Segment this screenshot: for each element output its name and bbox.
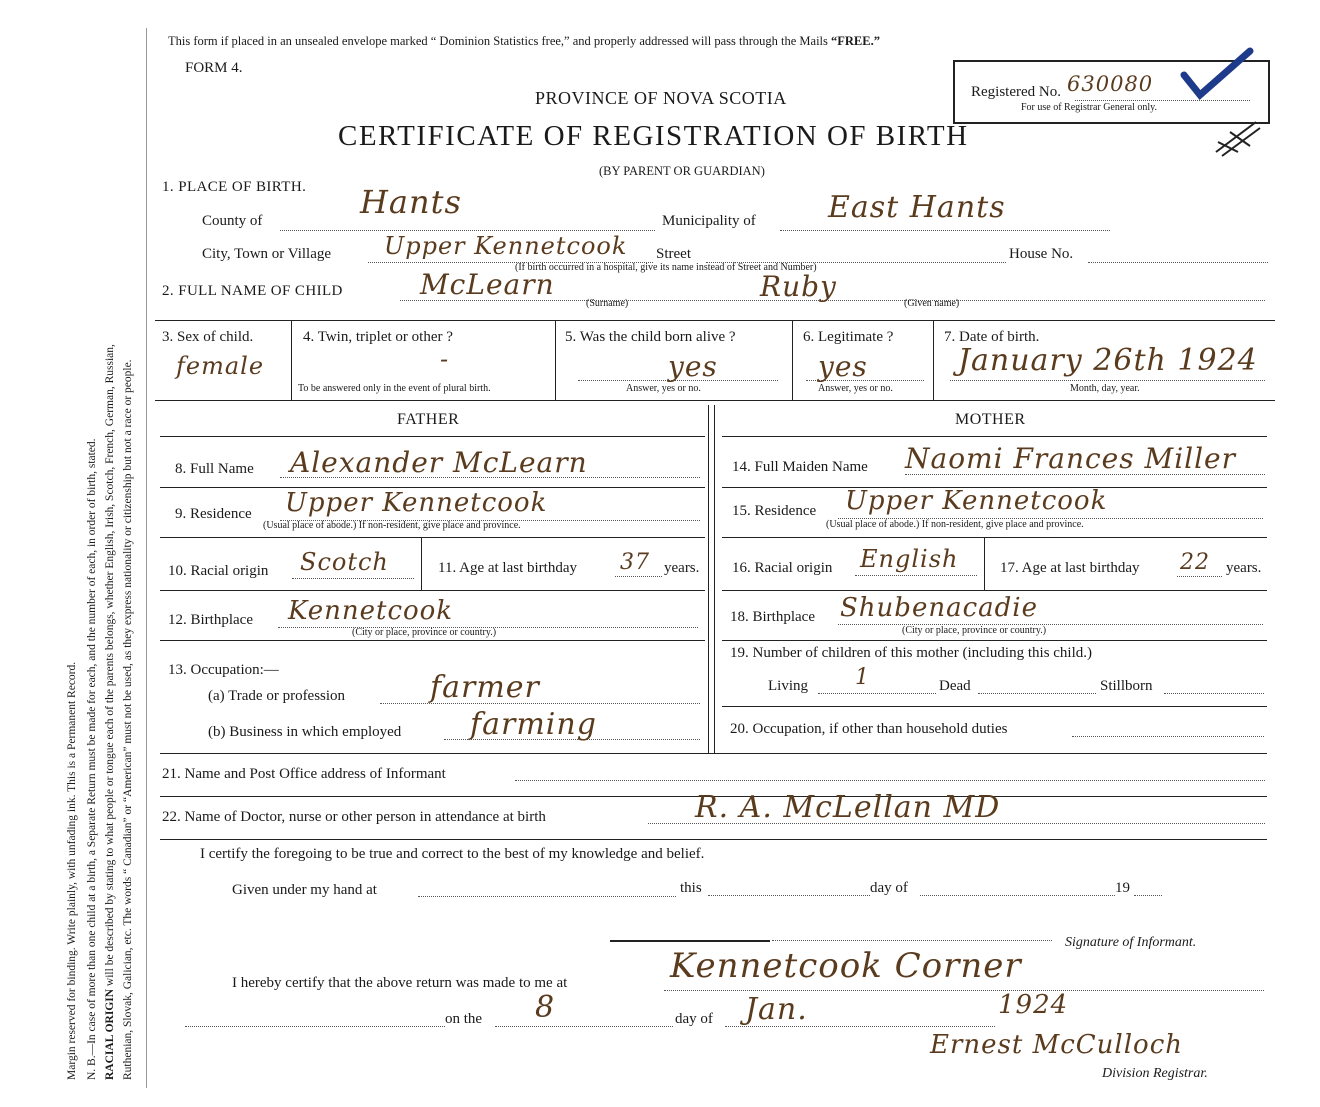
city-label: City, Town or Village bbox=[202, 246, 332, 262]
margin-note-nationality: Ruthenian, Slovak, Galician, etc. The words “ Canadian” or “American” must not be used, as they express nationality or citizenship but not a race or people. bbox=[122, 359, 134, 1080]
mother-age-unit: years. bbox=[1226, 560, 1262, 576]
born-alive-label: 5. Was the child born alive ? bbox=[565, 329, 736, 345]
mother-name-value: Naomi Frances Miller bbox=[905, 442, 1237, 475]
twin-value: - bbox=[440, 345, 450, 373]
father-rule-5 bbox=[160, 640, 705, 641]
mother-birthplace-label: 18. Birthplace bbox=[730, 609, 815, 625]
father-birthplace-note: (City or place, province or country.) bbox=[352, 627, 497, 638]
mother-race-value: English bbox=[860, 545, 959, 573]
on-the-label: on the bbox=[445, 1011, 483, 1027]
stamp-mark-icon bbox=[1210, 112, 1265, 162]
business-value: farming bbox=[470, 707, 597, 742]
certificate-subtitle: (BY PARENT OR GUARDIAN) bbox=[599, 164, 765, 178]
mother-rule-4 bbox=[722, 590, 1267, 591]
date-of-birth-value: January 26th 1924 bbox=[958, 343, 1258, 378]
mother-residence-value: Upper Kennetcook bbox=[845, 486, 1108, 516]
racial-origin-heading: RACIAL ORIGIN bbox=[104, 988, 116, 1080]
father-age-value: 37 bbox=[620, 550, 650, 575]
center-rule-left bbox=[708, 405, 709, 753]
row3-divider-4 bbox=[933, 320, 934, 400]
registration-year-value: 1924 bbox=[998, 990, 1069, 1020]
child-given-name: Ruby bbox=[760, 270, 837, 303]
hospital-note: (If birth occurred in a hospital, give its name instead of Street and Number) bbox=[515, 262, 817, 273]
day-of-label: day of bbox=[870, 880, 908, 896]
father-heading: FATHER bbox=[397, 411, 460, 428]
mother-birthplace-value: Shubenacadie bbox=[840, 593, 1038, 623]
mother-residence-label: 15. Residence bbox=[732, 503, 817, 519]
given-under-hand-label: Given under my hand at bbox=[232, 882, 377, 898]
living-label: Living bbox=[768, 678, 808, 694]
doctor-value: R. A. McLellan MD bbox=[695, 790, 1001, 825]
mail-notice: This form if placed in an unsealed envelope marked “ Dominion Statistics free,” and properly addressed will pass through the Mails “FREE.” bbox=[168, 34, 880, 48]
father-residence-label: 9. Residence bbox=[175, 506, 252, 522]
mail-free: “FREE.” bbox=[831, 34, 880, 48]
doctor-label: 22. Name of Doctor, nurse or other person in attendance at birth bbox=[162, 809, 546, 825]
father-race-value: Scotch bbox=[300, 548, 389, 576]
municipality-label: Municipality of bbox=[662, 213, 756, 229]
sex-label: 3. Sex of child. bbox=[162, 329, 254, 345]
father-name-label: 8. Full Name bbox=[175, 461, 254, 477]
certificate-title: CERTIFICATE OF REGISTRATION OF BIRTH bbox=[338, 120, 969, 152]
house-number-label: House No. bbox=[1009, 246, 1074, 262]
legitimate-value: yes bbox=[818, 350, 868, 383]
registered-number: 630080 bbox=[1067, 72, 1154, 96]
mother-occupation-label: 20. Occupation, if other than household duties bbox=[730, 721, 1008, 737]
margin-note-racial-origin bbox=[104, 344, 116, 1080]
sex-value: female bbox=[176, 352, 265, 380]
registrar-statement: I hereby certify that the above return was made to me at bbox=[232, 975, 568, 991]
county-label: County of bbox=[202, 213, 263, 229]
section-bottom-rule bbox=[160, 753, 1267, 754]
registered-label: Registered No. bbox=[971, 84, 1061, 100]
racial-origin-text: will be described by stating to what people or tongue each of the parents belongs, whether English, Irish, Scotch, French, German, Russian, bbox=[104, 344, 116, 989]
father-birthplace-value: Kennetcook bbox=[288, 596, 454, 626]
municipality-value: East Hants bbox=[828, 190, 1006, 225]
child-surname: McLearn bbox=[420, 268, 555, 301]
father-age-unit: years. bbox=[664, 560, 700, 576]
mother-rule-5 bbox=[722, 640, 1267, 641]
father-birthplace-label: 12. Birthplace bbox=[168, 612, 253, 628]
twin-note: To be answered only in the event of plural birth. bbox=[298, 383, 491, 394]
certify-statement: I certify the foregoing to be true and correct to the best of my knowledge and belief. bbox=[200, 846, 705, 862]
father-race-label: 10. Racial origin bbox=[168, 563, 269, 579]
father-age-divider bbox=[421, 537, 422, 590]
province-heading: PROVINCE OF NOVA SCOTIA bbox=[535, 88, 787, 108]
stillborn-label: Stillborn bbox=[1100, 678, 1153, 694]
division-registrar-label: Division Registrar. bbox=[1102, 1066, 1208, 1081]
children-count-label: 19. Number of children of this mother (including this child.) bbox=[730, 645, 1093, 661]
twin-label: 4. Twin, triplet or other ? bbox=[303, 329, 453, 345]
living-value: 1 bbox=[855, 665, 870, 690]
mother-name-label: 14. Full Maiden Name bbox=[732, 459, 868, 475]
dead-label: Dead bbox=[939, 678, 971, 694]
father-residence-value: Upper Kennetcook bbox=[285, 488, 548, 518]
row3-divider-3 bbox=[792, 320, 793, 400]
mother-rule-1 bbox=[722, 436, 1267, 437]
born-alive-value: yes bbox=[668, 350, 718, 383]
registrar-only-note: For use of Registrar General only. bbox=[1021, 102, 1157, 113]
row3-bottom-rule bbox=[155, 400, 1275, 401]
mother-age-label: 17. Age at last birthday bbox=[1000, 560, 1140, 576]
father-occupation-label: 13. Occupation:— bbox=[168, 662, 279, 678]
trade-value: farmer bbox=[430, 670, 540, 705]
trade-label: (a) Trade or profession bbox=[208, 688, 346, 704]
date-of-birth-label: 7. Date of birth. bbox=[944, 329, 1040, 345]
father-age-label: 11. Age at last birthday bbox=[438, 560, 577, 576]
registrar-signature: Ernest McCulloch bbox=[930, 1030, 1184, 1060]
mother-age-value: 22 bbox=[1180, 550, 1210, 575]
informant-signature-line bbox=[610, 940, 770, 942]
margin-note-binding: Margin reserved for binding. Write plainly, with unfading ink. This is a Permanent Record. bbox=[66, 661, 78, 1080]
street-label: Street bbox=[656, 246, 691, 262]
father-rule-1 bbox=[160, 436, 705, 437]
mother-race-label: 16. Racial origin bbox=[732, 560, 833, 576]
mother-rule-6 bbox=[722, 706, 1267, 707]
informant-signature-label: Signature of Informant. bbox=[1065, 935, 1197, 950]
binding-margin-line bbox=[146, 28, 147, 1088]
mother-rule-3 bbox=[722, 537, 1267, 538]
row3-divider-1 bbox=[291, 320, 292, 400]
registrar-place-value: Kennetcook Corner bbox=[670, 946, 1022, 986]
father-name-value: Alexander McLearn bbox=[290, 446, 588, 479]
born-alive-note: Answer, yes or no. bbox=[626, 383, 701, 394]
mother-heading: MOTHER bbox=[955, 411, 1026, 428]
business-label: (b) Business in which employed bbox=[208, 724, 402, 740]
year-prefix: 19 bbox=[1115, 880, 1130, 896]
margin-note-multiple-births: N. B.—In case of more than one child at a birth, a Separate Return must be made for each, and the number of each, in order of birth, stated. bbox=[86, 438, 98, 1080]
county-value: Hants bbox=[360, 183, 462, 221]
legitimate-label: 6. Legitimate ? bbox=[803, 329, 894, 345]
father-rule-3 bbox=[160, 537, 705, 538]
mother-residence-note: (Usual place of abode.) If non-resident, give place and province. bbox=[826, 519, 1084, 530]
place-of-birth-label: 1. PLACE OF BIRTH. bbox=[162, 179, 307, 195]
father-residence-note: (Usual place of abode.) If non-resident, give place and province. bbox=[263, 520, 521, 531]
date-of-birth-note: Month, day, year. bbox=[1070, 383, 1140, 394]
father-rule-4 bbox=[160, 590, 705, 591]
registration-day-value: 8 bbox=[535, 990, 556, 1025]
form-number: FORM 4. bbox=[185, 60, 243, 76]
informant-label: 21. Name and Post Office address of Informant bbox=[162, 766, 446, 782]
surname-note: (Surname) bbox=[586, 298, 629, 309]
row3-top-rule bbox=[155, 320, 1275, 321]
mother-age-divider bbox=[984, 537, 985, 590]
given-name-note: (Given name) bbox=[904, 298, 960, 309]
doctor-rule bbox=[160, 839, 1267, 840]
this-label: this bbox=[680, 880, 702, 896]
child-name-label: 2. FULL NAME OF CHILD bbox=[162, 283, 343, 299]
row3-divider-2 bbox=[555, 320, 556, 400]
legitimate-note: Answer, yes or no. bbox=[818, 383, 893, 394]
center-rule-right bbox=[714, 405, 715, 753]
registration-month-value: Jan. bbox=[745, 992, 808, 1027]
mother-birthplace-note: (City or place, province or country.) bbox=[902, 625, 1047, 636]
day-of-label-2: day of bbox=[675, 1011, 713, 1027]
check-mark-icon bbox=[1180, 45, 1260, 105]
city-value: Upper Kennetcook bbox=[384, 232, 628, 260]
